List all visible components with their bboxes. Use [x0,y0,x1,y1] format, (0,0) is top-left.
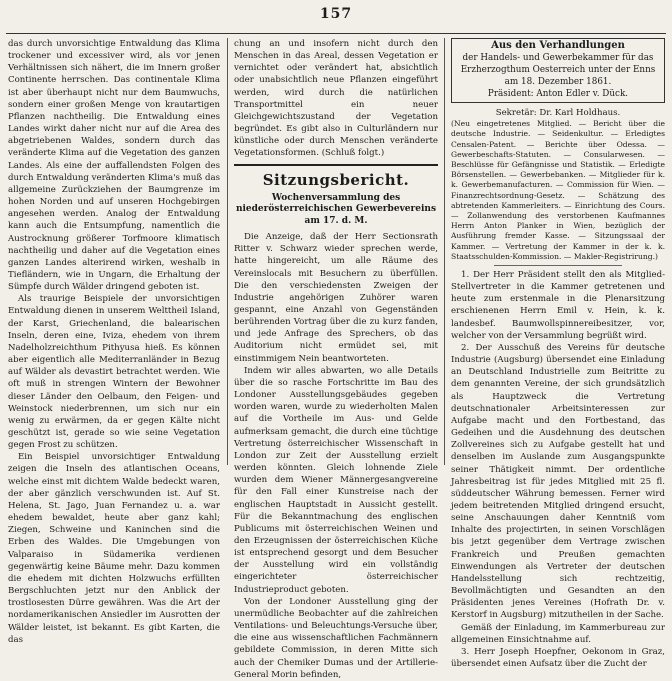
column-left [8,38,220,645]
proceedings-paragraph: 1. Der Herr Präsident stellt den als Mitglied-Stellvertreter in die Kammer getretenen und heute zum erstenmale in die Plenarsitzung erschienenen Herrn Emil v. Hein, k. k. landesbef. Baumwollspinnereibesitzer, vor, welcher von der Versammlung begrüßt wird. [451,270,665,341]
article-paragraph [234,38,438,160]
agenda-summary: (Neu eingetretenes Mitglied. — Bericht über die deutsche Industrie. — Seidenkultur. — Erledigtes Censalen-Patent. — Berichte über Odessa. — Gewerbeschafts-Statuten. — Consularwesen. — Beschlüsse für Gefängnisse und Statistik. — Erledigte Börsenstellen. — Gewerbebanken. — Mitglieder für k. k. Gewerbemanufacturen. — Commission für Wien. — Finanzrechtsordnung-Gesetz. — Schätzung des abtretenden Kammerleiters. — Einrichtung des Cours. — Zollanwendung des verstorbenen Kaufmannes Herrn Anton Planker in Wien, bezüglich der Ausführung fremder Kasse. — Sitzungssaal der Kammer. — Vertretung der Kammer in der k. k. Staatsschulden-Kommission. — Makler-Registrirung.) [451,119,665,261]
separator [494,265,622,266]
page-number: 157 [319,6,353,22]
header-rule [6,33,666,34]
section-title: Sitzungsbericht. [262,170,410,189]
article-paragraph: das durch unvorsichtige Entwaldung das Klima trockener und excessiver wird, als vor jenen Verhältnissen sich nähert, die im Innern großer Continente herrschen. Das continentale Klima ist aber überhaupt nicht nur dem Baumwuchs, sondern einer großen Menge von krautartigen Pflanzen nachtheilig. Die Entwaldung eines Landes wirkt daher nicht nur auf die Area des abgetriebenen Waldes, sondern durch das veränderte Klima auf die Vegetation des ganzen Landes. Als eine der auffallendsten Folgen des durch Entwaldung veränderten Klima's muß das allgemeine Zurückziehen der Baumgrenze im hohen Norden und auf unseren Hochgebirgen angesehen werden. Analog der Entwaldung kann auch die Entsumpfung, namentlich die Austrocknung größerer Torfmoore klimatisch nachtheilig und daher auf die Vegetation eines ganzen Landes alterirend wirken, weshalb in Tiefländern, wie in Ungarn, die Erhaltung der Sümpfe durch Wälder dringend geboten ist. [8,39,220,293]
article-paragraph: Ein Beispiel unvorsichtiger Entwaldung zeigen die Inseln des atlantischen Oceans, welche einst mit dichtem Walde bedeckt waren, der aber gänzlich verschwunden ist. Auf St. Helena, St. Jago, Juan Fernandez u. a. war ehedem bewaldet, heute aber ganz kahl; Ziegen, Schweine und Kaninchen sind die Erben des Waldes. Die Umgebungen von Valparaiso in Südamerika verdienen gegenwärtig keine Bäume mehr. Dazu kommen die ehedem mit dichten Holzwuchs erfüllten Bergschluchten jetzt nur den Anblick der trostlosesten Dürre gewähren. Was die Art der nordamerikanischen Ansiedler im Ausrotten der Wälder leistet, ist bekannt. Es gibt Karten, die das [8,452,220,645]
proceedings-heading-box [451,38,665,103]
meeting-title: Wochenversammlung des niederösterreichischen Gewerbevereins am 17. d. M. [235,192,437,226]
president-line: Präsident: Anton Edler v. Dück. [487,89,629,99]
article-paragraph: Als traurige Beispiele der unvorsichtigen Entwaldung dienen in unserem Welttheil Island, der Karst, Griechenland, die balearischen Inseln, deren eine, Iviza, ehedem von ihrem Nadelholzreichthum Pithyusa hieß. Es können aber eigentlich alle Mediterranländer in Bezug auf Wälder als devastirt betrachtet werden. Wie oft muß in strengen Wintern der Bewohner dieser Länder den Oelbaum, den Feigen- und Weinstock niederbrennen, um sich nur ein wenig zu erwärmen, da er gegen Kälte nicht geschützt ist, gerade so wie seine Vegetation gegen Frost zu schützen. [8,294,220,451]
column-divider-right [444,38,445,465]
report-paragraph: Von der Londoner Ausstellung ging der unermüdliche Beobachter auf die zahlreichen Ventilations- und Beleuchtungs-Versuche über, die eine aus wissenschaftlichen Fachmännern gebildete Commission, in deren Mitte sich auch der Chemiker Dumas und der Artillerie-General Morin befinden, [234,596,438,680]
proceedings-paragraph: 3. Herr Joseph Hoepfner, Oekonom in Graz, übersendet einen Aufsatz über die Zucht der [451,646,665,669]
proceedings-paragraph: 2. Der Ausschuß des Vereins für deutsche Industrie (Augsburg) übersendet eine Einladung an Deutschland Industrielle zum Beitritte zu dem genannten Vereine, der sich grundsätzlich als Hauptzweck die Vertretung deutschnationaler Arbeitsinteressen zur Aufgabe macht und den Fortbestand, das Gedeihen und die Ausdehnung des deutschen Zollvereines sich zu Aufgabe gestellt hat und denselben im Auslande zum Ausgangspunkte seiner Thätigkeit nimmt. Der ordentliche Jahresbeitrag ist für jedes Mitglied mit 25 fl. süddeutscher Währung bemessen. Ferner wird jedem beitretenden Mitglied dringend ersucht, seine Anschauungen daher Kenntniß vom Inhalte des projectirten, in seinen Vorschlägen bis jetzt gegenüber dem Vertrage zwischen Frankreich und Preußen gemachten Einwendungen als Vertreter der deutschen Handelsstellung sich rechtzeitig, Bevollmächtigten und Gesandten an den Präsidenten jenes Vereines (Hofrath Dr. v. Kerstorf in Augsburg) mitzutheilen in der Sache. [451,342,665,621]
column-divider-left [227,38,228,465]
report-paragraph: Die Anzeige, daß der Herr Sectionsrath Ritter v. Schwarz wieder sprechen werde, hatte hingereicht, um alle Räume des Vereinslocals mit Besuchern zu überfüllen. Die den verschiedensten Zweigen der Industrie angehörigen Zuhörer waren gespannt, eine Anzahl von Gegenständen berührenden Vortrag über die zu kurz fanden, und jede Anfrage des Sprechers, ob das Auditorium nicht ermüdet sei, mit einstimmigem Nein beantworteten. [234,232,438,364]
report-paragraph: Indem wir alles abwarten, wo alle Details über die so rasche Fortschritte im Bau des Londoner Ausstellungsgebäudes gegeben worden waren, wurde zu wiederholten Malen auf die Vortheile im Aus- und Gelde aufmerksam gemacht, die durch eine tüchtige Vertretung österreichischer Wissenschaft in London zur Zeit der Ausstellung erzielt werden könnten. Gleich lohnende Ziele wurden dem Wiener Männergesangvereine für den Fall einer Kunstreise nach der englischen Hauptstadt in Aussicht gestellt. Für die Bekanntmachung des englischen Publicums mit österreichischen Weinen und den Erzeugnissen der österreichischen Küche ist entsprechend gesorgt und dem Besucher der Ausstellung wird ein vollständig eingerichteter österreichischer Industrieproduct geboten. [234,365,438,595]
column-middle [234,38,438,680]
to-be-continued-note: (Schluß folgt.) [321,148,385,159]
proceedings-paragraph: Gemäß der Einladung, im Kammerbureau zur allgemeinen Einsichtnahme auf. [451,622,665,645]
proceedings-heading: Aus den Verhandlungen [491,40,625,51]
secretary-line: Sekretär: Dr. Karl Holdhaus. [495,108,621,118]
proceedings-subheading: der Handels- und Gewerbekammer für das Erzherzogthum Oesterreich unter der Enns am 18. Dezember 1861. [460,53,656,87]
column-right [451,38,665,669]
article-continuation: chung an und insofern nicht durch den Menschen in das Areal, dessen Vegetation er vernichtet oder verändert hat, absichtlich oder unabsichtlich neue Pflanzen eingeführt werden, wird durch die natürlichen Transportmittel ein neuer Gleichgewichtszustand der Vegetation begründet. Es gibt also in Culturländern nur künstliche oder durch Menschen veränderte Vegetationsformen. [234,39,438,159]
section-divider [234,164,438,166]
